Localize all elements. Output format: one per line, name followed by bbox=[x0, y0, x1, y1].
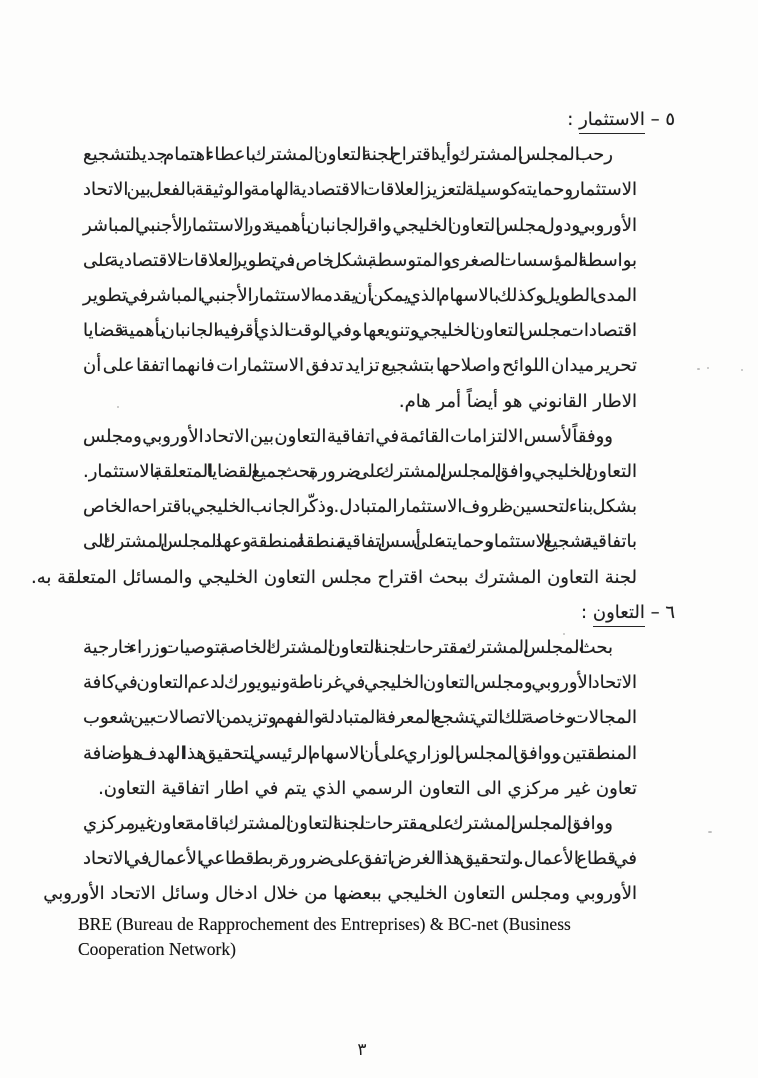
body-line: الاستثمار وحمايته كوسيلة لتعزيز العلاقات الاقتصادية الهامة والوثيقة بالفعل بين الاتحاد bbox=[83, 179, 637, 201]
body-line: في قطاع الأعمال. ولتحقيق هذا الغرض اتفق على ضرورة ربط قطاعي الأعمال في الاتحاد bbox=[83, 848, 637, 870]
section-number: ٥ bbox=[665, 109, 675, 130]
body-line: لجنة التعاون المشترك ببحث اقتراح مجلس التعاون الخليجي والمسائل المتعلقة به. bbox=[30, 566, 637, 588]
page-number: ٣ bbox=[357, 1040, 367, 1060]
section-6-heading bbox=[43, 595, 675, 630]
body-line: الأوروبي ودول مجلس التعاون الخليجي. واقر الجانبان بأهمية دور الاستثمار الأجنبي المباشر bbox=[83, 214, 637, 236]
footnote-line: Cooperation Network) bbox=[78, 938, 236, 959]
scan-speck bbox=[741, 369, 743, 371]
body-line: ووافق المجلس المشترك على مقترحات لجنة التعاون المشترك باقامة تعاون غير مركزي bbox=[82, 813, 613, 835]
heading-dash: – bbox=[650, 601, 660, 623]
body-line: المدى الطويل وكذلك بالاسهام الذي يمكن أن يقدمه الاستثمار الأجنبي المباشر في تطوير bbox=[83, 285, 637, 307]
body-text-column bbox=[30, 102, 675, 912]
body-line: تحرير ميدان اللوائح واصلاحها بتشجيع تزايد تدفق الاستثمارات فانهما اتفقا على أن bbox=[83, 355, 637, 377]
body-line: الأوروبي ومجلس التعاون الخليجي ببعضها من خلال ادخال وسائل الاتحاد الأوروبي bbox=[43, 883, 637, 905]
scan-speck bbox=[117, 406, 119, 408]
body-line: ووفقاً لأسس الالتزامات القائمة في اتفاقية التعاون بين الاتحاد الأوروبي ومجلس bbox=[83, 425, 613, 447]
body-line: باتفاقية تشجيع الاستثمار وحمايته على أسس اتفاقية منطقة لمنطقة. وعهد المجلس المشترك الى bbox=[83, 531, 637, 553]
section-5-heading bbox=[43, 102, 675, 137]
heading-dash: – bbox=[650, 109, 660, 130]
body-line: بواسطة المؤسسات الصغرى والمتوسطة بشكل خاص، في تطوير العلاقات الاقتصادية على bbox=[83, 249, 637, 271]
body-line: الاتحاد الأوروبي ومجلس التعاون الخليجي في غرناطة ونيويورك لدعم التعاون في كافة bbox=[83, 672, 637, 694]
scan-speck bbox=[707, 367, 709, 369]
footnote bbox=[78, 912, 598, 961]
scan-speck bbox=[708, 831, 712, 833]
scan-speck bbox=[697, 368, 700, 370]
heading-colon: : bbox=[567, 109, 574, 130]
section-title: التعاون bbox=[593, 602, 645, 627]
body-line: التعاون الخليجي، وافق المجلس المشترك على ضرورة بحث جميع القضايا المتعلقة بالاستثمار. bbox=[83, 461, 637, 483]
body-line: اقتصادات مجلس التعاون الخليجي وتنويعها. وفي الوقت الذي أقر فيه الجانبان بأهمية قضايا bbox=[83, 320, 637, 342]
body-line: تعاون غير مركزي الى التعاون الرسمي الذي يتم في اطار اتفاقية التعاون. bbox=[98, 777, 637, 799]
body-line: رحب المجلس المشترك وأيد اقتراح لجنة التعاون المشترك باعطاء اهتمام جديد لتشجيع bbox=[83, 144, 613, 166]
section-number: ٦ bbox=[665, 601, 675, 623]
footnote-line: BRE (Bureau de Rapprochement des Entreprises) & BC-net (Business bbox=[78, 914, 571, 934]
scan-speck bbox=[563, 633, 565, 635]
body-line: المنطقتين. ووافق المجلس الوزاري على أن الاسهام الرئيسي لتحقيق هذا الهدف هو اضافة bbox=[83, 742, 637, 764]
body-line: الاطار القانوني هو أيضاً أمر هام. bbox=[398, 390, 637, 412]
heading-colon: : bbox=[581, 601, 588, 623]
body-line: بشكل بناء لتحسين ظروف الاستثمار المتبادل. وذكّر الجانب الخليجي باقتراحه الخاص bbox=[83, 496, 637, 518]
body-line: بحث المجلس المشترك مقترحات لجنة التعاون المشترك الخاصة بتوصيات وزراء خارجية bbox=[83, 637, 613, 659]
body-line: المجالات وخاصة تلك التي تشجع المعرفة المتبادلة والفهم وتزيد من الاتصالات بين شعوب bbox=[83, 707, 637, 729]
section-title: الاستثمار bbox=[579, 109, 645, 134]
